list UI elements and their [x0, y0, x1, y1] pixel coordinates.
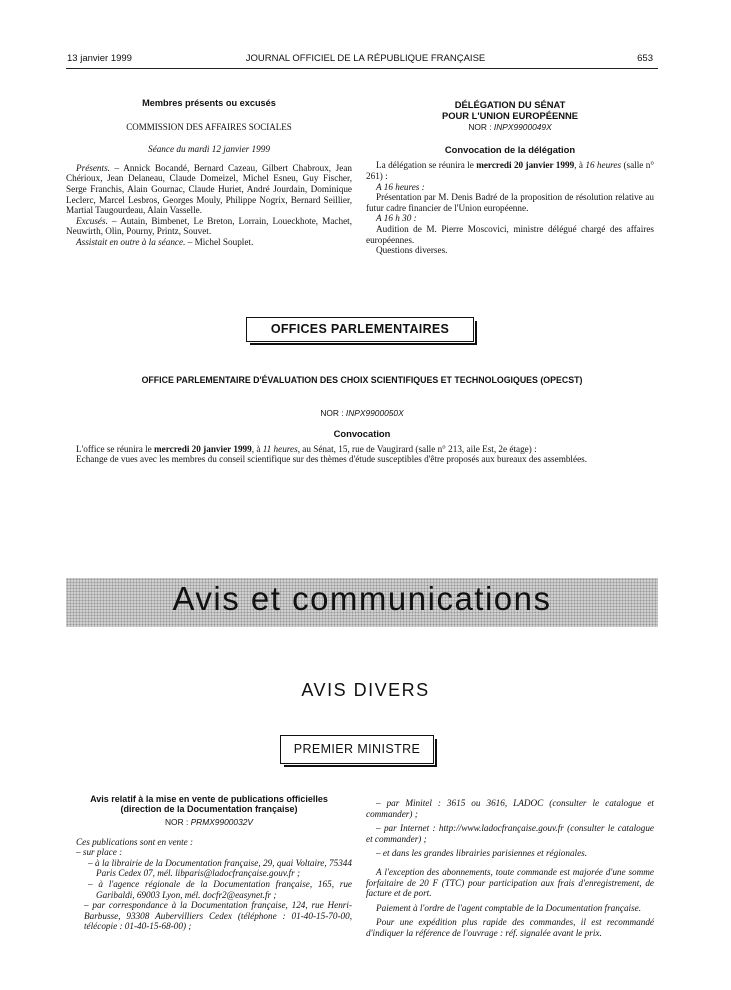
membres-section	[66, 98, 352, 248]
nor-label: NOR :	[165, 817, 191, 827]
presents-label: Présents.	[76, 162, 110, 173]
avis-nor	[66, 817, 352, 828]
meeting-date: mercredi 20 janvier 1999	[154, 443, 252, 454]
opecst-para-1	[66, 444, 658, 455]
excuses-label: Excusés.	[76, 215, 108, 226]
meeting-time: 16 heures	[585, 160, 622, 171]
excuses-text: – Autain, Bimbenet, Le Breton, Lorrain, Loueckhote, Machet, Neuwirth, Olin, Pourny, Printz, Souvet.	[66, 215, 352, 237]
avis-heading-line2: (direction de la Documentation française)	[120, 804, 298, 814]
list-item: – à l'agence régionale de la Documentation française, 165, rue Garibaldi, 69003 Lyon, mél. docfr2@easynet.fr ;	[88, 878, 352, 900]
opecst-para-2: Echange de vues avec les membres du conseil scientifique sur des thèmes d'étude susceptibles d'être proposés aux bureaux des assemblées.	[76, 454, 588, 465]
opecst-nor	[66, 408, 658, 419]
avis-communications-banner	[66, 578, 658, 627]
header-rule	[66, 68, 658, 69]
header-title: JOURNAL OFFICIEL DE LA RÉPUBLIQUE FRANÇAISE	[245, 53, 486, 64]
correspondance-item: – par correspondance à la Documentation française, 124, rue Henri-Barbusse, 93308 Aubervilliers Cedex (téléphone : 01-40-15-70-00, télécopie : 01-40-15-68-00) ;	[84, 900, 352, 932]
librairies-item: – et dans les grandes librairies parisiennes et régionales.	[376, 848, 588, 859]
avis-heading-line1: Avis relatif à la mise en vente de publications officielles	[90, 794, 328, 804]
commission-name: COMMISSION DES AFFAIRES SOCIALES	[126, 121, 292, 132]
delegation-para-2: Présentation par M. Denis Badré de la proposition de résolution relative au futur cadre financier de l'Union européenne.	[366, 192, 654, 213]
sur-place-list	[88, 858, 352, 900]
publications-intro: Ces publications sont en vente :	[76, 836, 194, 847]
opecst-convocation-heading: Convocation	[333, 428, 391, 440]
expedition-paragraph: Pour une expédition plus rapide des commandes, il est recommandé d'indiquer la référence de l'ouvrage : réf. signalée avant le prix.	[366, 917, 654, 938]
assistait-text: – Michel Souplet.	[185, 236, 254, 247]
delegation-heading-line1: DÉLÉGATION DU SÉNAT	[454, 99, 566, 110]
assistait-paragraph	[66, 237, 352, 248]
excuses-paragraph	[66, 216, 352, 237]
opecst-section	[66, 375, 658, 465]
nor-value: INPX9900049X	[493, 122, 552, 133]
meeting-time: 11 heures	[262, 443, 298, 454]
avis-publications-section	[66, 794, 352, 932]
delegation-section	[366, 100, 654, 256]
text-run: L'office se réunira le	[76, 443, 155, 454]
paiement-paragraph: Paiement à l'ordre de l'agent comptable de la Documentation française.	[376, 902, 642, 913]
avis-divers-heading: AVIS DIVERS	[301, 680, 430, 700]
time-16h30: A 16 h 30 :	[376, 213, 417, 224]
presents-text: – Annick Bocandé, Bernard Cazeau, Gilbert Chabroux, Jean Chérioux, Jean Delaneau, Claude Domeizel, Michel Esneu, Guy Fischer, Serge Franchis, Alain Gournac, Claude Huriet, André Jourdain, Dominique Leclerc, Marcel Lesbros, Georges Mouly, Philippe Nogrix, Bernard Seillier, Martial Taugourdeau, Alain Vasselle.	[66, 162, 352, 216]
nor-label: NOR :	[468, 122, 494, 133]
nor-value: INPX9900050X	[345, 407, 404, 418]
commande-section	[366, 798, 654, 939]
text-run: La délégation se réunira le	[376, 160, 477, 171]
delegation-heading-line2: POUR L'UNION EUROPÉENNE	[441, 109, 579, 121]
nor-label: NOR :	[320, 407, 346, 418]
time-16h: A 16 heures :	[376, 181, 425, 192]
premier-ministre-box: PREMIER MINISTRE	[280, 735, 434, 764]
text-run: , au Sénat, 15, rue de Vaugirard (salle n° 213, aile Est, 2e étage) :	[297, 443, 537, 454]
meeting-date: mercredi 20 janvier 1999	[476, 160, 575, 171]
presents-paragraph	[66, 163, 352, 216]
header-date: 13 janvier 1999	[67, 53, 132, 64]
text-run: (salle n° 261) :	[366, 160, 655, 181]
offices-parlementaires-box: OFFICES PARLEMENTAIRES	[246, 317, 474, 342]
opecst-title: OFFICE PARLEMENTAIRE D'ÉVALUATION DES CHOIX SCIENTIFIQUES ET TECHNOLOGIQUES (OPECST)	[141, 375, 583, 385]
sur-place-label: – sur place :	[76, 847, 123, 858]
header-page-number: 653	[637, 53, 653, 64]
banner-title: Avis et communications	[172, 580, 552, 617]
membres-heading: Membres présents ou excusés	[142, 98, 276, 108]
text-run: , à	[251, 443, 263, 454]
minitel-item: – par Minitel : 3615 ou 3616, LADOC (consulter le catalogue et commander) ;	[366, 798, 654, 819]
internet-item: – par Internet : http://www.ladocfrançaise.gouv.fr (consulter le catalogue et commander) ;	[366, 823, 654, 844]
text-run: , à	[574, 160, 586, 171]
assistait-label: Assistait en outre à la séance.	[76, 236, 186, 247]
abonnements-paragraph: A l'exception des abonnements, toute commande est majorée d'une somme forfaitaire de 20 F (TTC) pour participation aux frais d'enregistrement, de facture et de port.	[366, 866, 654, 899]
delegation-convocation-heading: Convocation de la délégation	[444, 143, 576, 155]
list-item: – à la librairie de la Documentation française, 29, quai Voltaire, 75344 Paris Cedex 07, mél. libparis@ladocfrançaise.gouv.fr ;	[88, 857, 352, 879]
delegation-para-4: Questions diverses.	[376, 245, 448, 256]
seance-date: Séance du mardi 12 janvier 1999	[148, 144, 270, 155]
delegation-para-3: Audition de M. Pierre Moscovici, ministre délégué chargé des affaires européennes.	[366, 223, 654, 245]
delegation-para-1	[366, 160, 654, 181]
delegation-nor	[366, 122, 654, 133]
page-header	[0, 53, 731, 67]
nor-value: PRMX9900032V	[190, 817, 253, 827]
